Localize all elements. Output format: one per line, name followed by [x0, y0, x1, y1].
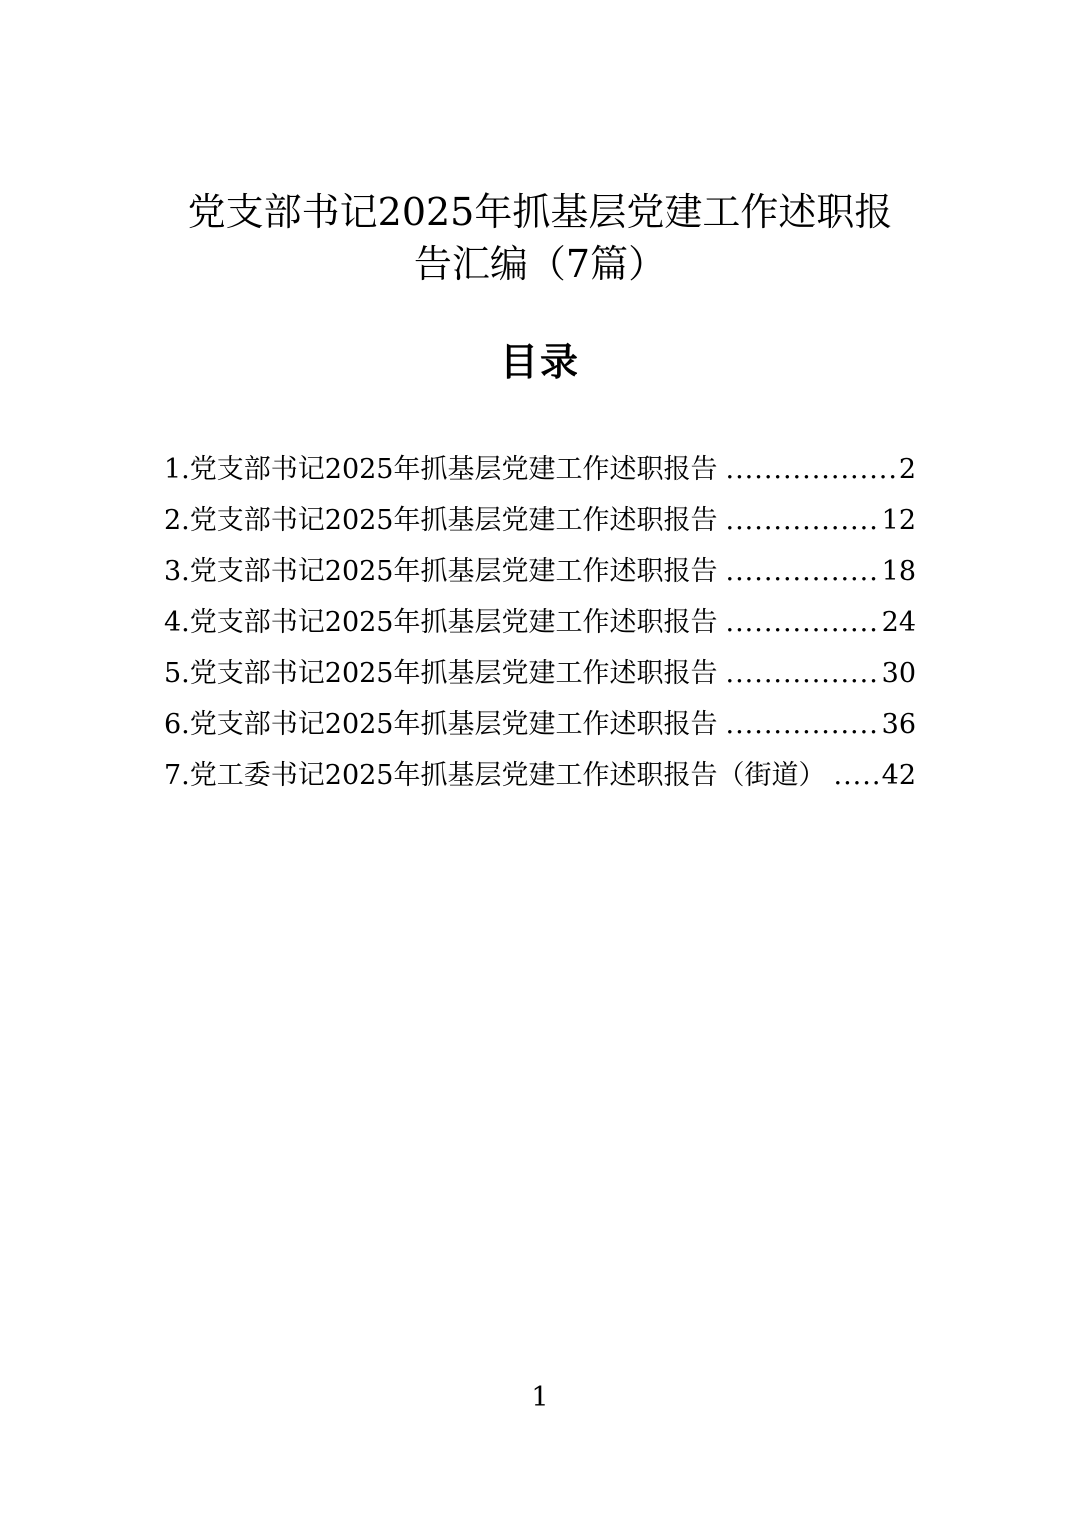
- toc-dot-leader: [833, 750, 879, 801]
- toc-entry[interactable]: [164, 750, 916, 801]
- document-title-line-2: 告汇编（7篇）: [413, 242, 667, 286]
- toc-entry[interactable]: [164, 495, 916, 546]
- toc-entry[interactable]: [164, 597, 916, 648]
- table-of-contents: [164, 444, 916, 801]
- toc-entry-page: 36: [881, 709, 916, 740]
- document-title: [0, 186, 1080, 290]
- toc-dot-leader: [725, 699, 879, 750]
- toc-entry-title: 4.党支部书记2025年抓基层党建工作述职报告: [164, 607, 718, 638]
- toc-entry-title: 2.党支部书记2025年抓基层党建工作述职报告: [164, 505, 718, 536]
- document-title-line-1: 党支部书记2025年抓基层党建工作述职报: [187, 190, 893, 234]
- toc-entry-title: 3.党支部书记2025年抓基层党建工作述职报告: [164, 556, 718, 587]
- toc-entry-page: 18: [881, 556, 916, 587]
- toc-dot-leader: [725, 546, 879, 597]
- toc-entry-page: 24: [881, 607, 916, 638]
- toc-dot-leader: [725, 444, 896, 495]
- toc-entry-page: 2: [898, 454, 916, 485]
- toc-entry[interactable]: [164, 546, 916, 597]
- toc-dot-leader: [725, 597, 879, 648]
- toc-entry[interactable]: [164, 699, 916, 750]
- toc-entry-title: 7.党工委书记2025年抓基层党建工作述职报告（街道）: [164, 760, 826, 791]
- toc-entry-page: 42: [881, 760, 916, 791]
- toc-entry-title: 1.党支部书记2025年抓基层党建工作述职报告: [164, 454, 718, 485]
- toc-entry[interactable]: [164, 648, 916, 699]
- toc-dot-leader: [725, 495, 879, 546]
- toc-entry-title: 5.党支部书记2025年抓基层党建工作述职报告: [164, 658, 718, 689]
- toc-entry-title: 6.党支部书记2025年抓基层党建工作述职报告: [164, 709, 718, 740]
- toc-entry[interactable]: [164, 444, 916, 495]
- page-number: 1: [531, 1382, 549, 1413]
- toc-heading: 目录: [499, 339, 580, 384]
- toc-entry-page: 12: [881, 505, 916, 536]
- toc-dot-leader: [725, 648, 879, 699]
- toc-entry-page: 30: [881, 658, 916, 689]
